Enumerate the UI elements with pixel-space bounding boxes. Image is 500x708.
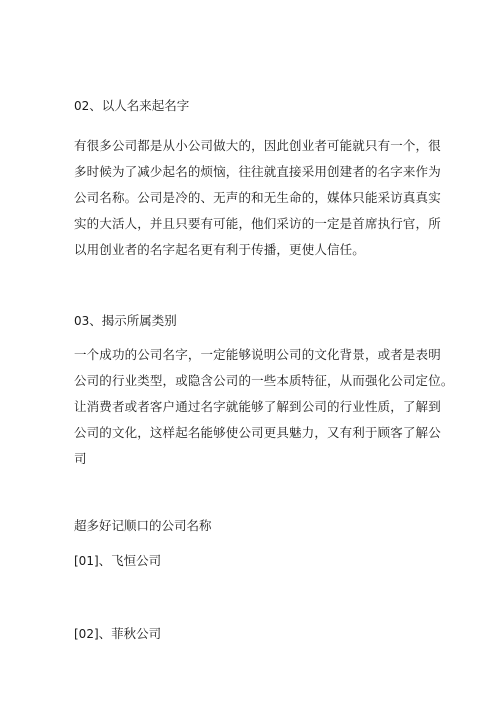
name-item-text: 、菲秋公司 [98,626,162,641]
paragraph-line: 一个成功的公司名字，一定能够说明公司的文化背景，或者是表明 [74,347,441,362]
paragraph-line: 以用创业者的名字起名更有利于传播，更使人信任。 [74,242,365,257]
section-02-heading [74,98,189,114]
name-list-item [74,626,161,642]
paragraph-line: 司 [74,451,87,466]
section-02-paragraph [74,133,441,263]
paragraph-line: 公司的行业类型，或隐含公司的一些本质特征，从而强化公司定位。 [74,373,454,388]
names-section-title: 超多好记顺口的公司名称 [74,518,212,533]
section-02-number: 02 [74,99,90,113]
paragraph-line: 公司名称。公司是冷的、无声的和无生命的，媒体只能采访真真实 [74,190,441,205]
paragraph-line: 公司的文化，这样起名能够使公司更具魅力，又有利于顾客了解公 [74,425,441,440]
section-03-title: 、揭示所属类别 [89,313,177,328]
name-list-item [74,553,161,569]
paragraph-line: 多时候为了减少起名的烦恼，往往就直接采用创建者的名字来作为 [74,164,441,179]
section-03-heading [74,313,177,329]
section-02-title: 、以人名来起名字 [89,98,190,113]
name-item-text: 、飞恒公司 [98,553,162,568]
section-03-paragraph [74,342,454,472]
paragraph-line: 有很多公司都是从小公司做大的，因此创业者可能就只有一个，很 [74,138,441,153]
paragraph-line: 实的大活人，并且只要有可能，他们采访的一定是首席执行官，所 [74,216,441,231]
name-item-number: [02] [74,627,99,641]
paragraph-line: 让消费者或者客户通过名字就能够了解到公司的行业性质，了解到 [74,399,441,414]
name-item-number: [01] [74,554,99,568]
section-03-number: 03 [74,314,90,328]
